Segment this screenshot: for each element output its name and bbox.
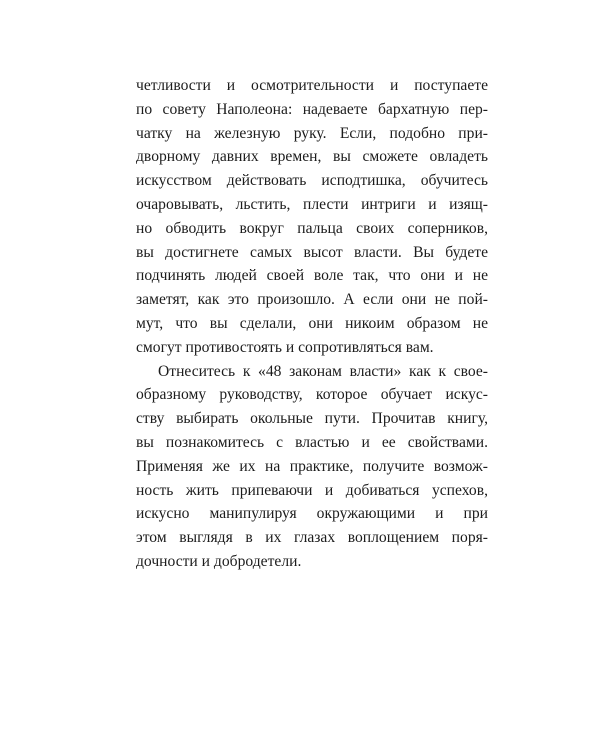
text-line: искусно манипулируя окружающими и при: [136, 505, 488, 523]
text-line: дворному давних времен, вы сможете овладеть: [136, 148, 488, 166]
text-line: подчинять людей своей воле так, что они и не: [136, 267, 488, 285]
text-line: дочности и добродетели.: [136, 552, 302, 570]
paragraph-1: [136, 74, 488, 360]
text-line: этом выглядя в их глазах воплощением поря-: [136, 529, 488, 547]
text-line: ность жить припеваючи и добиваться успехов,: [136, 481, 488, 499]
text-line: заметят, как это произошло. А если они не пой-: [136, 291, 488, 309]
text-line: чатку на железную руку. Если, подобно при-: [136, 124, 488, 142]
text-line: вы познакомитесь с властью и ее свойствами.: [136, 433, 488, 451]
body-text: [136, 74, 488, 574]
text-line: четливости и осмотрительности и поступаете: [136, 77, 488, 94]
text-line: но обводить вокруг пальца своих соперников,: [136, 219, 488, 237]
text-line: искусством действовать исподтишка, обучитесь: [136, 172, 488, 190]
text-line: образному руководству, которое обучает искус-: [136, 386, 488, 404]
text-line: Отнеситесь к «48 законам власти» как к свое-: [158, 362, 488, 380]
paragraph-2: [136, 360, 488, 574]
text-line: смогут противостоять и сопротивляться вам.: [136, 338, 434, 356]
text-line: ству выбирать окольные пути. Прочитав книгу,: [136, 410, 488, 428]
text-line: мут, что вы сделали, они никоим образом не: [136, 314, 488, 332]
text-line: по совету Наполеона: надеваете бархатную пер-: [136, 100, 488, 118]
text-line: Применяя же их на практике, получите возмож-: [136, 457, 488, 475]
text-line: вы достигнете самых высот власти. Вы будете: [136, 243, 488, 261]
text-line: очаровывать, льстить, плести интриги и изящ-: [136, 195, 488, 213]
